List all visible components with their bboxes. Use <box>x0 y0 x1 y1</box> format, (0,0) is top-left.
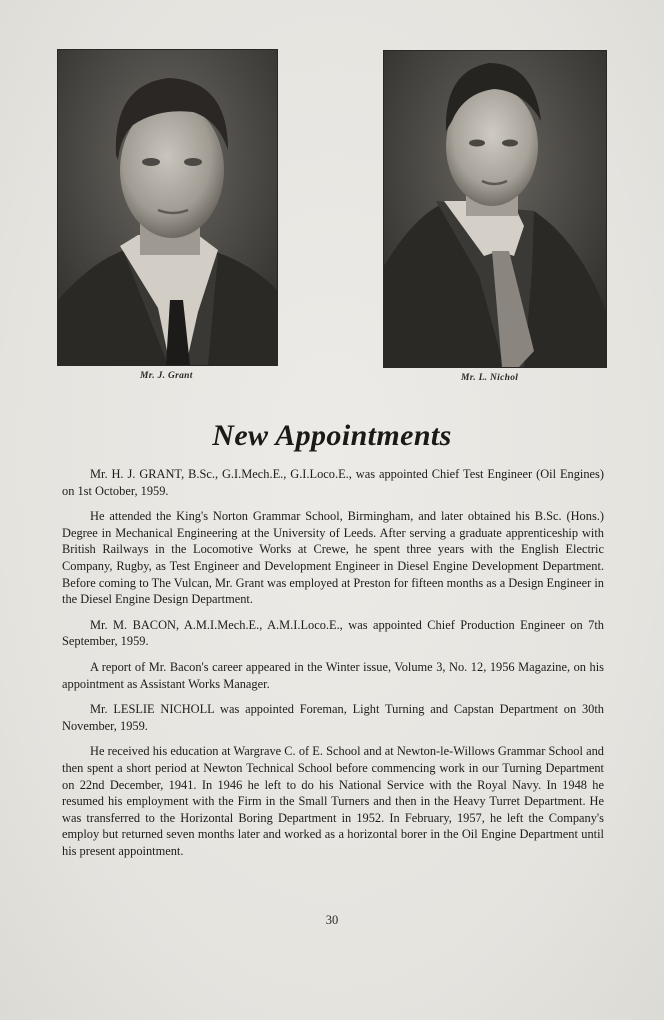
portrait-photo-grant <box>58 50 277 365</box>
portrait-grant-image <box>58 50 277 365</box>
photo-caption-nichol: Mr. L. Nichol <box>461 373 519 383</box>
page-number: 30 <box>325 913 339 927</box>
paragraph-nicholl-career: He received his education at Wargrave C. of E. School and at Newton-le-Willows Grammar School and then spent a short period at Newton Technical School before commencing work in our Turning Department on 22nd December, 1941. In 1946 he left to do his National Service with the Royal Navy. In 1948 he resumed his employment with the Firm in the Small Turners and then in the Heavy Turret Department. He was transferred to the Horizontal Boring Department in 1952. In February, 1957, he left the Company's employ but returned seven months later and worked as a horizontal borer in the Oil Engine Department until his present appointment. <box>62 744 604 858</box>
paragraph-grant-career: He attended the King's Norton Grammar School, Birmingham, and later obtained his B.Sc. (Hons.) Degree in Mechanical Engineering at the University of Leeds. After serving a graduate apprenticeship with British Railways in the Locomotive Works at Crewe, he spent three years with the English Electric Company, Rugby, as Test Engineer and Development Engineer in Diesel Engine Development Department. Before coming to The Vulcan, Mr. Grant was employed at Preston for fifteen months as a Design Engineer in the Diesel Engine Design Department. <box>62 509 604 607</box>
paragraph-bacon-report: A report of Mr. Bacon's career appeared in the Winter issue, Volume 3, No. 12, 1956 Magazine, on his appointment as Assistant Works Manager. <box>62 659 604 691</box>
paragraph-bacon-appointment: Mr. M. BACON, A.M.I.Mech.E., A.M.I.Loco.E., was appointed Chief Production Engineer on 7th September, 1959. <box>62 617 604 649</box>
portrait-nichol-image <box>384 51 606 367</box>
page-heading: New Appointments <box>212 419 452 452</box>
paragraph-grant-appointment: Mr. H. J. GRANT, B.Sc., G.I.Mech.E., G.I.Loco.E., was appointed Chief Test Engineer (Oil Engines) on 1st October, 1959. <box>62 467 604 498</box>
article-body <box>62 466 604 868</box>
paragraph-nicholl-appointment: Mr. LESLIE NICHOLL was appointed Foreman, Light Turning and Capstan Department on 30th November, 1959. <box>62 702 604 733</box>
portrait-photo-nichol <box>384 51 606 367</box>
photo-caption-grant: Mr. J. Grant <box>140 371 193 381</box>
